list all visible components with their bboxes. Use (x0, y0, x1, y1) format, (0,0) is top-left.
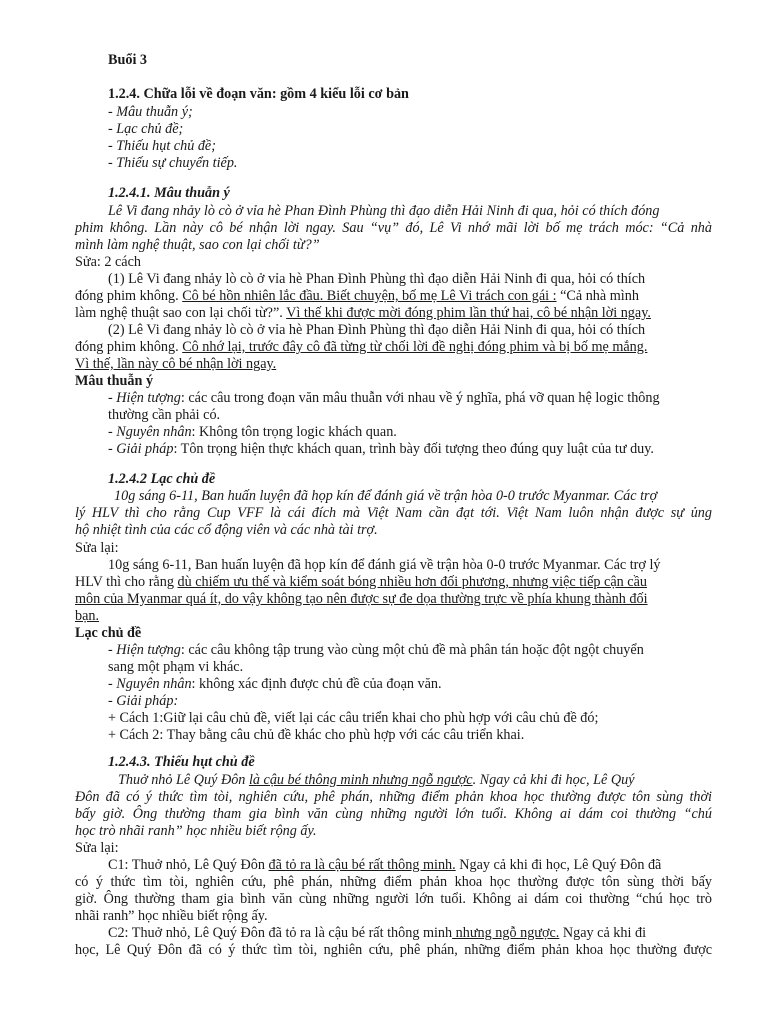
fix-line: có ý thức tìm tòi, nghiên cứu, phê phán, những điểm phản khoa học thường được tôn sùng thời bấy (75, 874, 712, 890)
cause-line: - Nguyên nhân: không xác định được chủ đề của đoạn văn. (108, 676, 442, 692)
subsection-heading: 1.2.4.1. Mâu thuẫn ý (108, 185, 230, 201)
fix-line: (1) Lê Vi đang nhảy lò cò ở vỉa hè Phan Đình Phùng thì đạo diễn Hải Ninh đi qua, hỏi có thích (108, 271, 646, 287)
intro-item: - Thiếu sự chuyển tiếp. (108, 155, 238, 171)
example-line: phim không. Lần này cô bé nhận lời ngay. Sau “vụ” đó, Lê Vi nhớ mãi lời bố mẹ trách móc: “Cả nhà (75, 220, 712, 236)
section-title: 1.2.4. Chữa lỗi về đoạn văn: gồm 4 kiểu lỗi cơ bản (108, 86, 409, 102)
cause-line: - Nguyên nhân: Không tôn trọng logic khách quan. (108, 424, 397, 440)
subsection-heading: 1.2.4.2 Lạc chủ đề (108, 471, 216, 487)
fix-line: học, Lê Quý Đôn đã có ý thức tìm tòi, nghiên cứu, phê phán, những điểm phản khoa học thường được (75, 942, 712, 958)
underlined-fix: Cô bé hồn nhiên lắc đầu. Biết chuyện, bố mẹ Lê Vi trách con gái : (182, 288, 557, 304)
fix-line: làm nghệ thuật sao con lại chối từ?”. Vì thế khi được mời đóng phim lần thứ hai, cô bé nhận lời ngay. (75, 305, 651, 321)
fix-label: Sửa lại: (75, 540, 119, 556)
summary-title: Mâu thuẫn ý (75, 373, 154, 389)
solution-way: + Cách 2: Thay bằng câu chủ đề khác cho phù hợp với các câu triển khai. (108, 727, 525, 743)
fix-line: C1: Thuở nhỏ, Lê Quý Đôn đã tỏ ra là cậu bé rất thông minh. Ngay cả khi đi học, Lê Quý Đôn đã (108, 857, 662, 873)
solution-line: - Giải pháp: Tôn trọng hiện thực khách quan, trình bày đối tượng theo đúng quy luật của tư duy. (108, 441, 654, 457)
fix-line: đóng phim không. Cô nhớ lại, trước đây cô đã từng từ chối lời đề nghị đóng phim và bị bố mẹ mắng. (75, 339, 648, 355)
fix-line: đóng phim không. Cô bé hồn nhiên lắc đầu. Biết chuyện, bố mẹ Lê Vi trách con gái : “Cả nhà mình (75, 288, 639, 304)
example-line: học trò nhãi ranh” học nhiều biết rộng ấy. (75, 823, 317, 839)
example-line: 10g sáng 6-11, Ban huấn luyện đã họp kín để đánh giá về trận hòa 0-0 trước Myanmar. Các trợ (114, 488, 658, 504)
solution-line: - Giải pháp: (108, 693, 179, 709)
underlined-fix: Cô nhớ lại, trước đây cô đã từng từ chối lời đề nghị đóng phim và bị bố mẹ mắng. (182, 339, 648, 355)
example-line: Thuở nhỏ Lê Quý Đôn là cậu bé thông minh nhưng ngỗ ngược. Ngay cả khi đi học, Lê Quý (118, 772, 635, 788)
fix-line: (2) Lê Vi đang nhảy lò cò ở vỉa hè Phan Đình Phùng thì đạo diễn Hải Ninh đi qua, hỏi có thích (108, 322, 646, 338)
example-line: mình làm nghệ thuật, sao con lại chối từ?” (75, 237, 320, 253)
underlined-fix: đã tỏ ra là cậu bé rất thông minh. (268, 857, 456, 873)
underlined-phrase: là cậu bé thông minh nhưng ngỗ ngược (248, 772, 473, 788)
fix-line: nhãi ranh” học nhiều biết rộng ấy. (75, 908, 268, 924)
example-line: hộ nhiệt tình của các cổ động viên và các nhà tài trợ. (75, 522, 378, 538)
intro-item: - Lạc chủ đề; (108, 121, 184, 137)
underlined-fix: môn của Myanmar quá ít, do vậy không tạo nên được sự đe dọa thường trực về phía khung thành đối (75, 591, 648, 607)
underlined-fix: dù chiếm ưu thế và kiểm soát bóng nhiều hơn đối phương, nhưng việc tiếp cận cầu (177, 574, 647, 590)
summary-title: Lạc chủ đề (75, 625, 142, 641)
example-line: Đôn đã có ý thức tìm tòi, nghiên cứu, phê phán, những điểm phản khoa học thường được tôn sùng thời (75, 789, 712, 805)
underlined-fix: bạn. (75, 608, 100, 624)
example-line: bấy giờ. Ông thường tham gia bình văn cùng những người lớn tuổi. Không ai dám coi thường “chú (75, 806, 712, 822)
fix-line: C2: Thuở nhỏ, Lê Quý Đôn đã tỏ ra là cậu bé rất thông minh nhưng ngỗ ngược. Ngay cả khi đi (108, 925, 647, 941)
example-line: lý HLV thì cho rằng Cup VFF là cái đích mà Việt Nam cần đạt tới. Việt Nam luôn nhận được sự ủng (75, 505, 712, 521)
underlined-fix: Vì thế, lần này cô bé nhận lời ngay. (75, 356, 277, 372)
fix-line: HLV thì cho rằng dù chiếm ưu thế và kiểm soát bóng nhiều hơn đối phương, nhưng việc tiếp cận cầu (75, 574, 647, 590)
subsection-heading: 1.2.4.3. Thiếu hụt chủ đề (108, 754, 255, 770)
phenomenon-line: sang một phạm vi khác. (108, 659, 244, 675)
fix-label: Sửa lại: (75, 840, 119, 856)
fix-line: 10g sáng 6-11, Ban huấn luyện đã họp kín để đánh giá về trận hòa 0-0 trước Myanmar. Các trợ lý (108, 557, 661, 573)
underlined-fix: Vì thế khi được mời đóng phim lần thứ hai, cô bé nhận lời ngay. (286, 305, 651, 321)
solution-way: + Cách 1:Giữ lại câu chủ đề, viết lại các câu triển khai cho phù hợp với câu chủ đề đó; (108, 710, 599, 726)
underlined-fix: nhưng ngỗ ngược. (452, 925, 560, 941)
intro-item: - Thiếu hụt chủ đề; (108, 138, 216, 154)
phenomenon-line: - Hiện tượng: các câu trong đoạn văn mâu thuẫn với nhau về ý nghĩa, phá vỡ quan hệ logic thông (108, 390, 660, 406)
phenomenon-line: - Hiện tượng: các câu không tập trung vào cùng một chủ đề mà phân tán hoặc đột ngột chuyển (108, 642, 644, 658)
session-title: Buổi 3 (108, 52, 148, 68)
fix-label: Sửa: 2 cách (75, 254, 141, 270)
fix-line: giờ. Ông thường tham gia bình văn cùng những người lớn tuổi. Không ai dám coi thường “chú học trò (75, 891, 712, 907)
example-line: Lê Vi đang nhảy lò cò ở vỉa hè Phan Đình Phùng thì đạo diễn Hải Ninh đi qua, hỏi có thích đóng (108, 203, 660, 219)
phenomenon-line: thường cần phải có. (108, 407, 221, 423)
intro-item: - Mâu thuẫn ý; (108, 104, 193, 120)
